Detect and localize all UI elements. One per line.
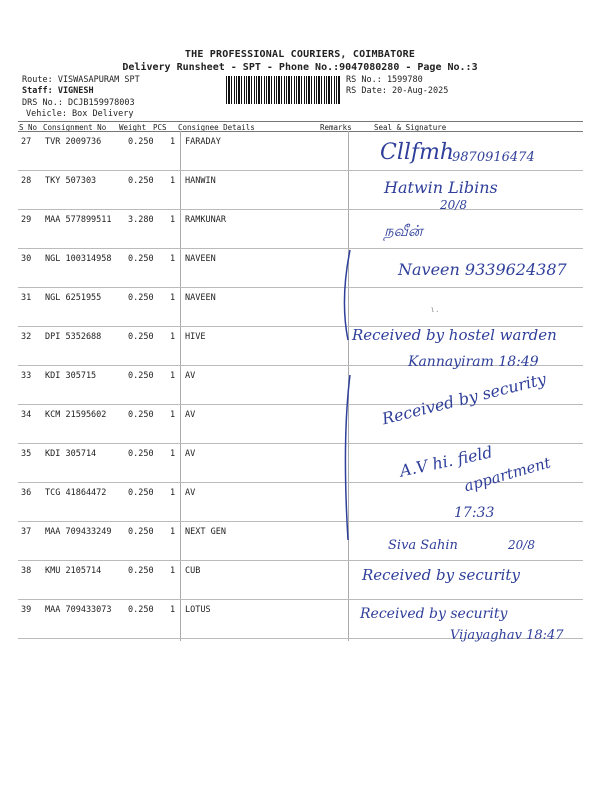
row-weight: 0.250 — [128, 488, 154, 498]
table-row — [18, 170, 583, 210]
row-pcs: 1 — [170, 293, 176, 303]
row-pcs: 1 — [170, 566, 176, 576]
row-sno: 34 — [21, 410, 32, 420]
handwriting-34: Received by security — [380, 369, 549, 429]
col-pcs: PCS — [153, 123, 167, 132]
row-weight: 0.250 — [128, 371, 154, 381]
row-consignment: KDI 305715 — [45, 371, 97, 381]
row-pcs: 1 — [170, 371, 176, 381]
runsheet-subtitle: Delivery Runsheet - SPT - Phone No.:9047080280 - Page No.:3 — [122, 62, 478, 73]
row-consignee: FARADAY — [185, 137, 221, 147]
handwriting-38: Received by security — [362, 566, 520, 584]
row-weight: 0.250 — [128, 566, 154, 576]
row-consignment: TKY 507303 — [45, 176, 97, 186]
row-consignment: DPI 5352688 — [45, 332, 102, 342]
col-remarks: Remarks — [320, 123, 352, 132]
handwriting-29: நவீன் — [384, 222, 423, 240]
col-consignment: Consignment No — [43, 123, 107, 132]
row-sno: 33 — [21, 371, 32, 381]
row-weight: 0.250 — [128, 605, 154, 615]
handwriting-32a: Received by hostel warden — [352, 326, 557, 344]
row-consignee: AV — [185, 488, 196, 498]
table-row — [18, 521, 583, 561]
handwriting-35: A.V hi. field — [398, 442, 495, 481]
table-row — [18, 404, 583, 444]
row-weight: 0.250 — [128, 527, 154, 537]
row-sno: 31 — [21, 293, 32, 303]
row-consignee: HANWIN — [185, 176, 216, 186]
table-row — [18, 482, 583, 522]
row-consignee: NAVEEN — [185, 293, 216, 303]
rs-number: RS No.: 1599780 — [346, 75, 423, 85]
row-pcs: 1 — [170, 605, 176, 615]
row-weight: 0.250 — [128, 410, 154, 420]
row-pcs: 1 — [170, 137, 176, 147]
row-pcs: 1 — [170, 254, 176, 264]
rs-date: RS Date: 20-Aug-2025 — [346, 86, 449, 96]
ink-dot: ι. — [430, 305, 440, 314]
route-label: Route: VISWASAPURAM SPT — [22, 75, 140, 85]
row-consignment: TVR 2009736 — [45, 137, 102, 147]
col-seal: Seal & Signature — [374, 123, 447, 132]
row-weight: 0.250 — [128, 254, 154, 264]
row-pcs: 1 — [170, 176, 176, 186]
bracket-marks — [330, 240, 370, 570]
col-weight: Weight — [119, 123, 147, 132]
col-sno: S No — [19, 123, 38, 132]
table-row — [18, 287, 583, 327]
handwriting-39a: Received by security — [360, 606, 508, 622]
row-weight: 3.280 — [128, 215, 154, 225]
row-sno: 32 — [21, 332, 32, 342]
row-weight: 0.250 — [128, 176, 154, 186]
handwriting-39b: Vijayaghav 18:47 — [450, 628, 564, 643]
bracket-upper — [344, 250, 350, 340]
handwriting-27: 9870916474 — [452, 150, 535, 165]
row-weight: 0.250 — [128, 137, 154, 147]
row-sno: 28 — [21, 176, 32, 186]
row-consignment: MAA 709433249 — [45, 527, 112, 537]
row-consignment: MAA 577899511 — [45, 215, 112, 225]
row-sno: 29 — [21, 215, 32, 225]
row-pcs: 1 — [170, 215, 176, 225]
row-weight: 0.250 — [128, 332, 154, 342]
bracket-lower — [345, 375, 350, 540]
handwriting-37b: 20/8 — [508, 538, 535, 552]
row-weight: 0.250 — [128, 293, 154, 303]
row-consignment: NGL 6251955 — [45, 293, 102, 303]
row-sno: 27 — [21, 137, 32, 147]
row-consignee: NAVEEN — [185, 254, 216, 264]
row-consignment: KMU 2105714 — [45, 566, 102, 576]
row-pcs: 1 — [170, 449, 176, 459]
vehicle-label: Vehicle: Box Delivery — [26, 109, 134, 119]
barcode-image — [226, 76, 340, 104]
row-consignment: NGL 100314958 — [45, 254, 112, 264]
row-sno: 36 — [21, 488, 32, 498]
col-consignee: Consignee Details — [178, 123, 255, 132]
row-consignee: AV — [185, 449, 196, 459]
row-sno: 39 — [21, 605, 32, 615]
company-title: THE PROFESSIONAL COURIERS, COIMBATORE — [184, 49, 416, 60]
row-pcs: 1 — [170, 332, 176, 342]
row-pcs: 1 — [170, 410, 176, 420]
row-consignment: KDI 305714 — [45, 449, 97, 459]
row-weight: 0.250 — [128, 449, 154, 459]
row-consignee: AV — [185, 410, 196, 420]
row-consignment: MAA 709433073 — [45, 605, 112, 615]
handwriting-28b: 20/8 — [440, 198, 467, 212]
row-consignee: NEXT GEN — [185, 527, 226, 537]
handwriting-36b: 17:33 — [454, 505, 495, 521]
row-pcs: 1 — [170, 527, 176, 537]
handwriting-37a: Siva Sahin — [388, 538, 458, 553]
row-consignee: HIVE — [185, 332, 206, 342]
row-pcs: 1 — [170, 488, 176, 498]
staff-label: Staff: VIGNESH — [22, 86, 94, 96]
row-sno: 30 — [21, 254, 32, 264]
row-consignee: CUB — [185, 566, 201, 576]
handwriting-32b: Kannayiram 18:49 — [408, 354, 539, 370]
row-consignment: KCM 21595602 — [45, 410, 107, 420]
table-row — [18, 209, 583, 249]
handwriting-30: Naveen 9339624387 — [398, 260, 567, 279]
handwriting-28a: Hatwin Libins — [384, 178, 498, 197]
row-consignment: TCG 41864472 — [45, 488, 107, 498]
handwriting-36a: appartment — [462, 453, 553, 496]
header-top-rule — [18, 121, 583, 122]
signature-scribble-27: Cllfmh — [380, 140, 455, 165]
row-consignee: RAMKUNAR — [185, 215, 226, 225]
row-sno: 35 — [21, 449, 32, 459]
row-consignee: LOTUS — [185, 605, 211, 615]
drs-number: DRS No.: DCJB159978003 — [22, 98, 135, 108]
row-sno: 37 — [21, 527, 32, 537]
row-sno: 38 — [21, 566, 32, 576]
row-consignee: AV — [185, 371, 196, 381]
